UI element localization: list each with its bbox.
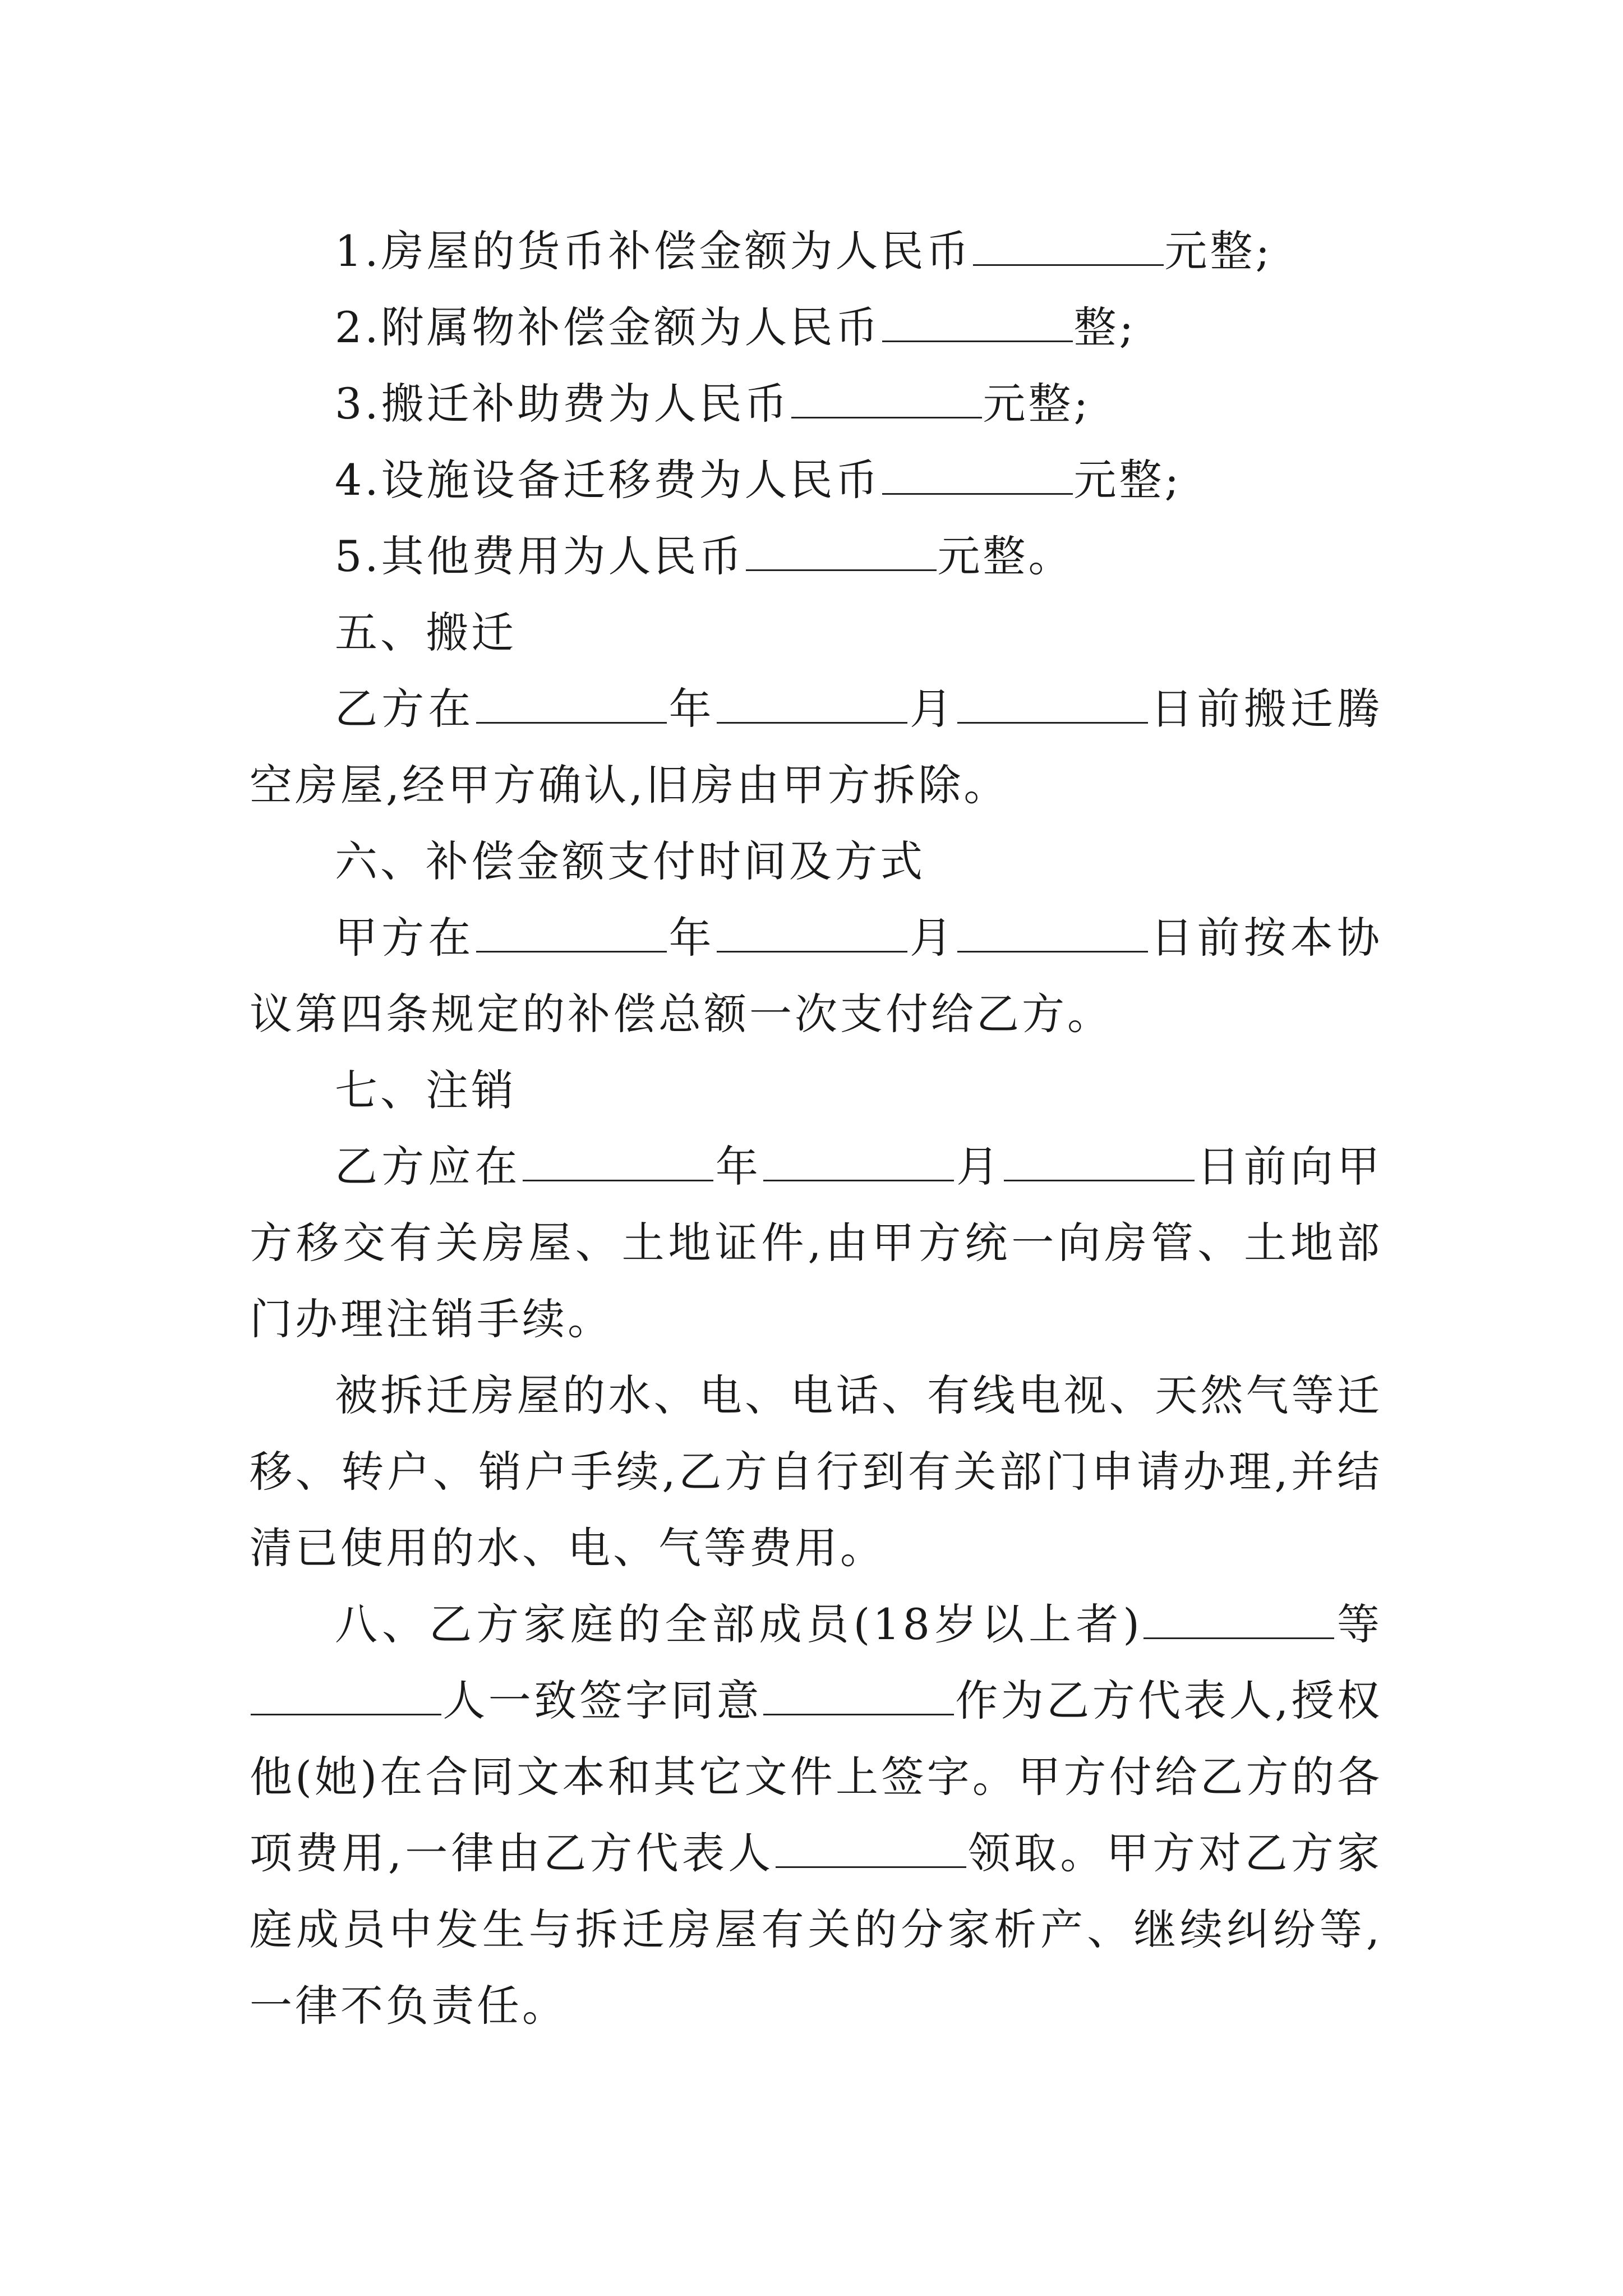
fill-blank <box>523 1142 713 1181</box>
text: 人一致签字同意 <box>442 1676 763 1726</box>
text: 1.房屋的货币补偿金额为人民币 <box>335 226 972 276</box>
fill-blank <box>882 455 1073 495</box>
document-body <box>250 213 1382 2044</box>
fill-blank <box>476 913 667 953</box>
text: 年 <box>714 1142 763 1191</box>
fill-blank <box>957 684 1148 724</box>
fill-blank <box>973 226 1164 266</box>
fill-blank <box>882 302 1073 342</box>
fill-blank <box>791 379 982 418</box>
fill-blank <box>251 1676 441 1715</box>
paragraph <box>250 289 1382 366</box>
text: 等 <box>1335 1599 1382 1649</box>
fill-blank <box>717 913 907 953</box>
text: 元整; <box>1164 226 1273 276</box>
text: 3.搬迁补助费为人民币 <box>335 379 790 429</box>
text: 整; <box>1073 302 1137 352</box>
text: 月 <box>908 684 957 734</box>
text: 领取。甲方对乙方家庭成员中发生与拆迁房屋有关的分家析产、继续纠纷等,一律不负责任。 <box>250 1828 1382 2031</box>
fill-blank <box>1004 1142 1195 1181</box>
text: 年 <box>667 913 716 963</box>
text: 八、乙方家庭的全部成员(18岁以上者) <box>335 1599 1142 1649</box>
text: 乙方应在 <box>335 1142 522 1191</box>
text: 日前向甲方移交有关房屋、土地证件,由甲方统一向房管、土地部门办理注销手续。 <box>250 1142 1383 1344</box>
paragraph <box>250 518 1382 595</box>
text: 元整。 <box>937 531 1074 581</box>
paragraph <box>250 1586 1382 2044</box>
paragraph <box>250 442 1382 518</box>
text: 被拆迁房屋的水、电、电话、有线电视、天然气等迁移、转户、销户手续,乙方自行到有关部门申请办理,并结清已使用的水、电、气等费用。 <box>250 1370 1382 1573</box>
fill-blank <box>717 684 907 724</box>
fill-blank <box>476 684 667 724</box>
text: 七、注销 <box>335 1065 517 1115</box>
paragraph <box>250 1129 1382 1358</box>
fill-blank <box>746 531 937 571</box>
text: 作为乙方代表人,授权他(她)在合同文本和其它文件上签字。甲方付给乙方的各项费用,一律由乙方代表人 <box>250 1676 1382 1878</box>
paragraph <box>250 671 1382 823</box>
text: 2.附属物补偿金额为人民币 <box>335 302 881 352</box>
fill-blank <box>776 1828 966 1868</box>
section-heading <box>250 823 1382 900</box>
paragraph <box>250 900 1382 1052</box>
text: 乙方在 <box>335 684 475 734</box>
text: 4.设施设备迁移费为人民币 <box>335 455 881 505</box>
text: 5.其他费用为人民币 <box>335 531 745 581</box>
fill-blank <box>1144 1599 1334 1639</box>
text: 元整; <box>983 379 1091 429</box>
fill-blank <box>763 1142 954 1181</box>
paragraph <box>250 213 1382 289</box>
section-heading <box>250 1052 1382 1129</box>
text: 五、搬迁 <box>335 608 517 657</box>
text: 日前按本协议第四条规定的补偿总额一次支付给乙方。 <box>250 913 1383 1039</box>
text: 月 <box>955 1142 1003 1191</box>
text: 月 <box>908 913 957 963</box>
paragraph <box>250 1358 1382 1586</box>
text: 年 <box>667 684 716 734</box>
fill-blank <box>763 1676 954 1715</box>
text: 甲方在 <box>335 913 475 963</box>
fill-blank <box>957 913 1148 953</box>
text: 元整; <box>1073 455 1182 505</box>
text: 日前搬迁腾空房屋,经甲方确认,旧房由甲方拆除。 <box>250 684 1383 810</box>
text: 六、补偿金额支付时间及方式 <box>335 836 925 886</box>
paragraph <box>250 366 1382 442</box>
section-heading <box>250 595 1382 671</box>
